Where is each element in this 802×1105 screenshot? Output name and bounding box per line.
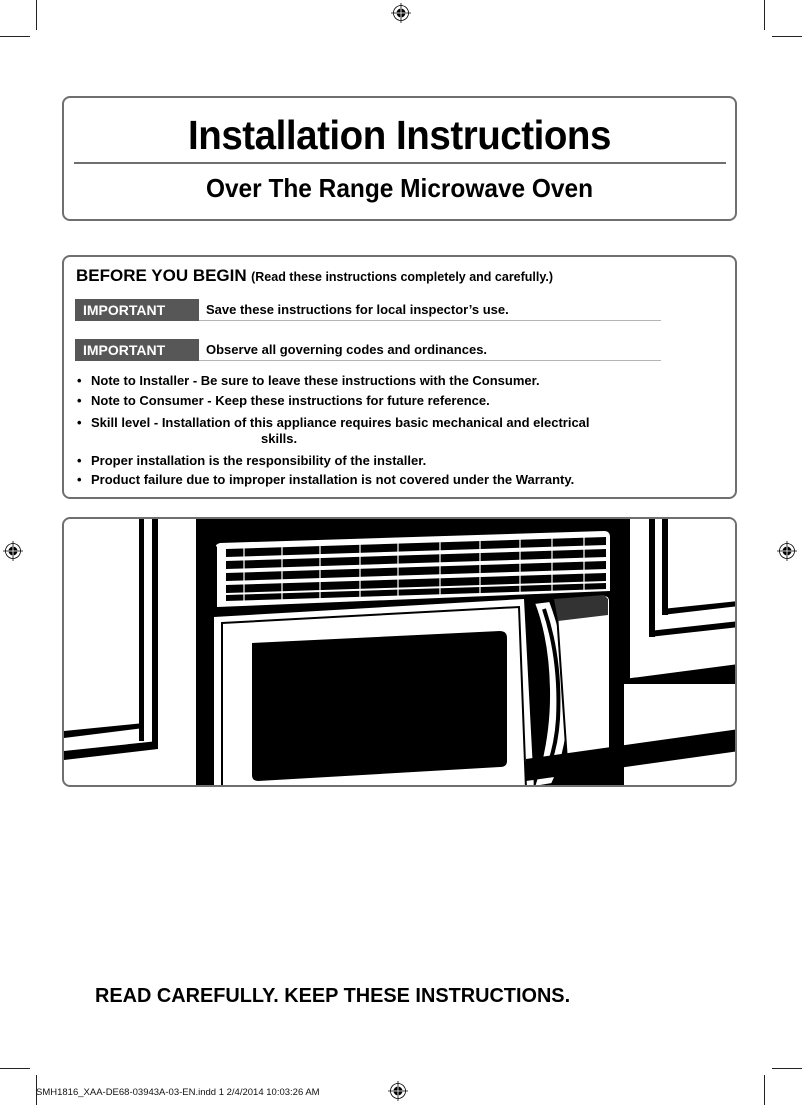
registration-mark-icon	[777, 541, 797, 561]
page-subtitle: Over The Range Microwave Oven	[205, 173, 594, 203]
before-you-begin-section	[62, 255, 737, 499]
page-title: Installation Instructions	[188, 112, 611, 158]
important-text: Save these instructions for local inspector’s use.	[206, 302, 509, 317]
list-item: • Note to Consumer - Keep these instructions for future reference.	[76, 393, 676, 409]
list-item: • Product failure due to improper installation is not covered under the Warranty.	[76, 472, 676, 488]
important-badge: IMPORTANT	[75, 339, 199, 361]
important-row	[75, 339, 661, 361]
instruction-list	[76, 373, 676, 492]
oven-window	[252, 631, 507, 781]
registration-mark-icon	[3, 541, 23, 561]
list-item-continuation: skills.	[261, 430, 298, 446]
important-text: Observe all governing codes and ordinances.	[206, 342, 488, 357]
section-heading-note: (Read these instructions completely and carefully.)	[251, 270, 554, 284]
left-cabinet	[64, 519, 158, 760]
crop-mark-top-right-v	[764, 0, 765, 30]
crop-mark-top-right-h	[772, 36, 802, 37]
crop-mark-bottom-left-h	[0, 1068, 30, 1069]
list-item: • Note to Installer - Be sure to leave these instructions with the Consumer.	[76, 373, 676, 389]
section-heading-title: BEFORE YOU BEGIN	[76, 266, 247, 285]
registration-mark-icon	[391, 3, 411, 23]
important-row	[75, 299, 661, 321]
important-badge: IMPORTANT	[75, 299, 199, 321]
footer-notice: READ CAREFULLY. KEEP THESE INSTRUCTIONS.	[95, 984, 571, 1007]
crop-mark-bottom-right-h	[772, 1068, 802, 1069]
title-divider	[74, 162, 726, 164]
title-box	[62, 96, 737, 221]
list-item: • Proper installation is the responsibility of the installer.	[76, 453, 676, 469]
crop-mark-bottom-right-v	[764, 1075, 765, 1105]
list-item: • Skill level - Installation of this appliance requires basic mechanical and electrical skills.	[76, 415, 676, 447]
section-heading	[76, 266, 553, 286]
crop-mark-top-left-v	[36, 0, 37, 30]
crop-mark-top-left-h	[0, 36, 30, 37]
microwave-illustration	[62, 517, 737, 787]
microwave-oven-icon	[64, 519, 737, 787]
print-slug: SMH1816_XAA-DE68-03943A-03-EN.indd 1 2/4/2014 10:03:26 AM	[36, 1087, 320, 1098]
registration-mark-icon	[388, 1081, 408, 1101]
